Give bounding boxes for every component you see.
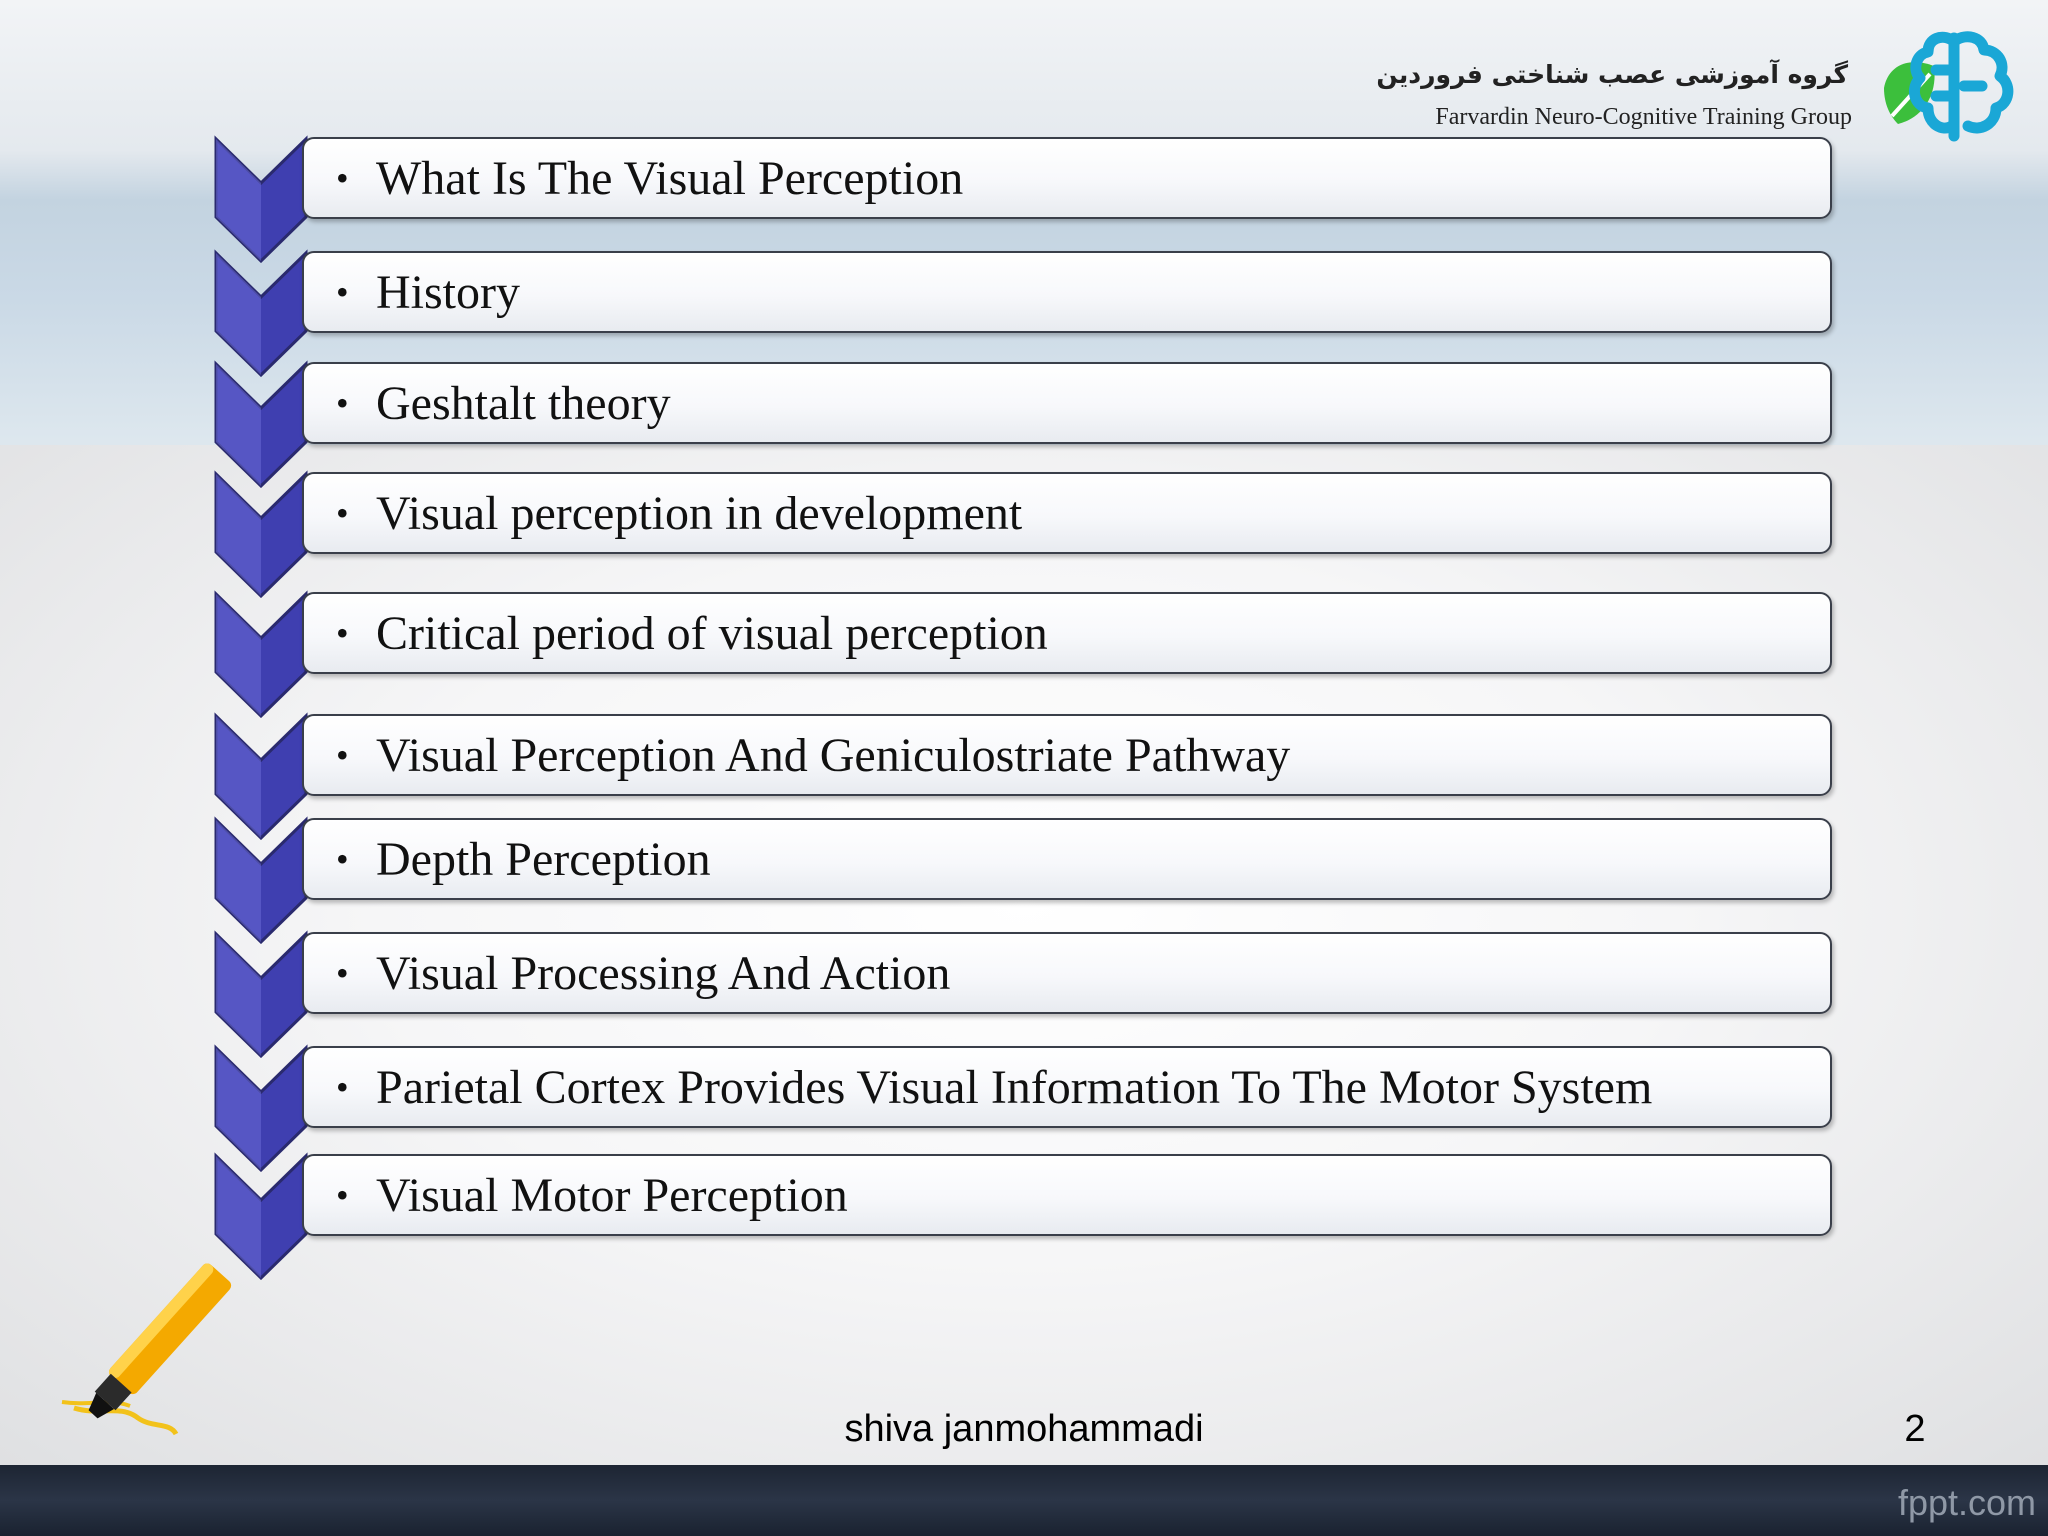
agenda-item bbox=[0, 592, 2048, 717]
agenda-item-label: Visual perception in development bbox=[376, 486, 1023, 540]
chevron-down-icon bbox=[212, 468, 310, 598]
footer-band bbox=[0, 1465, 2048, 1536]
watermark: fppt.com bbox=[1897, 1482, 2036, 1523]
agenda-item-box bbox=[302, 362, 1832, 444]
bullet: • bbox=[336, 493, 349, 533]
agenda-item-box bbox=[302, 932, 1832, 1014]
bullet: • bbox=[336, 1067, 349, 1107]
agenda-item-label: Visual Processing And Action bbox=[376, 946, 951, 1000]
chevron-down-icon bbox=[212, 928, 310, 1058]
agenda-item bbox=[0, 818, 2048, 943]
org-name-english: Farvardin Neuro-Cognitive Training Group bbox=[1435, 104, 1852, 130]
chevron-down-icon bbox=[212, 133, 310, 263]
bullet: • bbox=[336, 272, 349, 312]
agenda-item-label: What Is The Visual Perception bbox=[376, 151, 964, 205]
bullet: • bbox=[336, 383, 349, 423]
org-name-farsi: گروه آموزشی عصب شناختی فروردین bbox=[1376, 60, 1848, 89]
agenda-item-label: Depth Perception bbox=[376, 832, 711, 886]
bullet: • bbox=[336, 613, 349, 653]
bullet: • bbox=[336, 735, 349, 775]
page-number: 2 bbox=[1904, 1408, 1926, 1450]
bullet: • bbox=[336, 1175, 349, 1215]
agenda-item-label: Geshtalt theory bbox=[376, 376, 671, 430]
agenda-item-label: Visual Motor Perception bbox=[376, 1168, 848, 1222]
agenda-item-box bbox=[302, 818, 1832, 900]
bullet: • bbox=[336, 953, 349, 993]
agenda-item bbox=[0, 137, 2048, 262]
agenda-item-box bbox=[302, 1154, 1832, 1236]
agenda-item-label: History bbox=[376, 265, 520, 319]
agenda-item bbox=[0, 472, 2048, 597]
bullet: • bbox=[336, 839, 349, 879]
chevron-down-icon bbox=[212, 814, 310, 944]
chevron-down-icon bbox=[212, 588, 310, 718]
agenda-item-box bbox=[302, 1046, 1832, 1128]
agenda-item-box bbox=[302, 251, 1832, 333]
agenda-item bbox=[0, 932, 2048, 1057]
agenda-item-box bbox=[302, 592, 1832, 674]
agenda-item-box bbox=[302, 472, 1832, 554]
agenda-item-label: Critical period of visual perception bbox=[376, 606, 1048, 660]
agenda-item-box bbox=[302, 714, 1832, 796]
agenda-item bbox=[0, 1154, 2048, 1279]
agenda-item-label: Visual Perception And Geniculostriate Pathway bbox=[376, 728, 1291, 782]
author-name: shiva janmohammadi bbox=[844, 1408, 1204, 1450]
agenda-item-label: Parietal Cortex Provides Visual Information To The Motor System bbox=[376, 1060, 1653, 1114]
agenda-item-box bbox=[302, 137, 1832, 219]
bullet: • bbox=[336, 158, 349, 198]
